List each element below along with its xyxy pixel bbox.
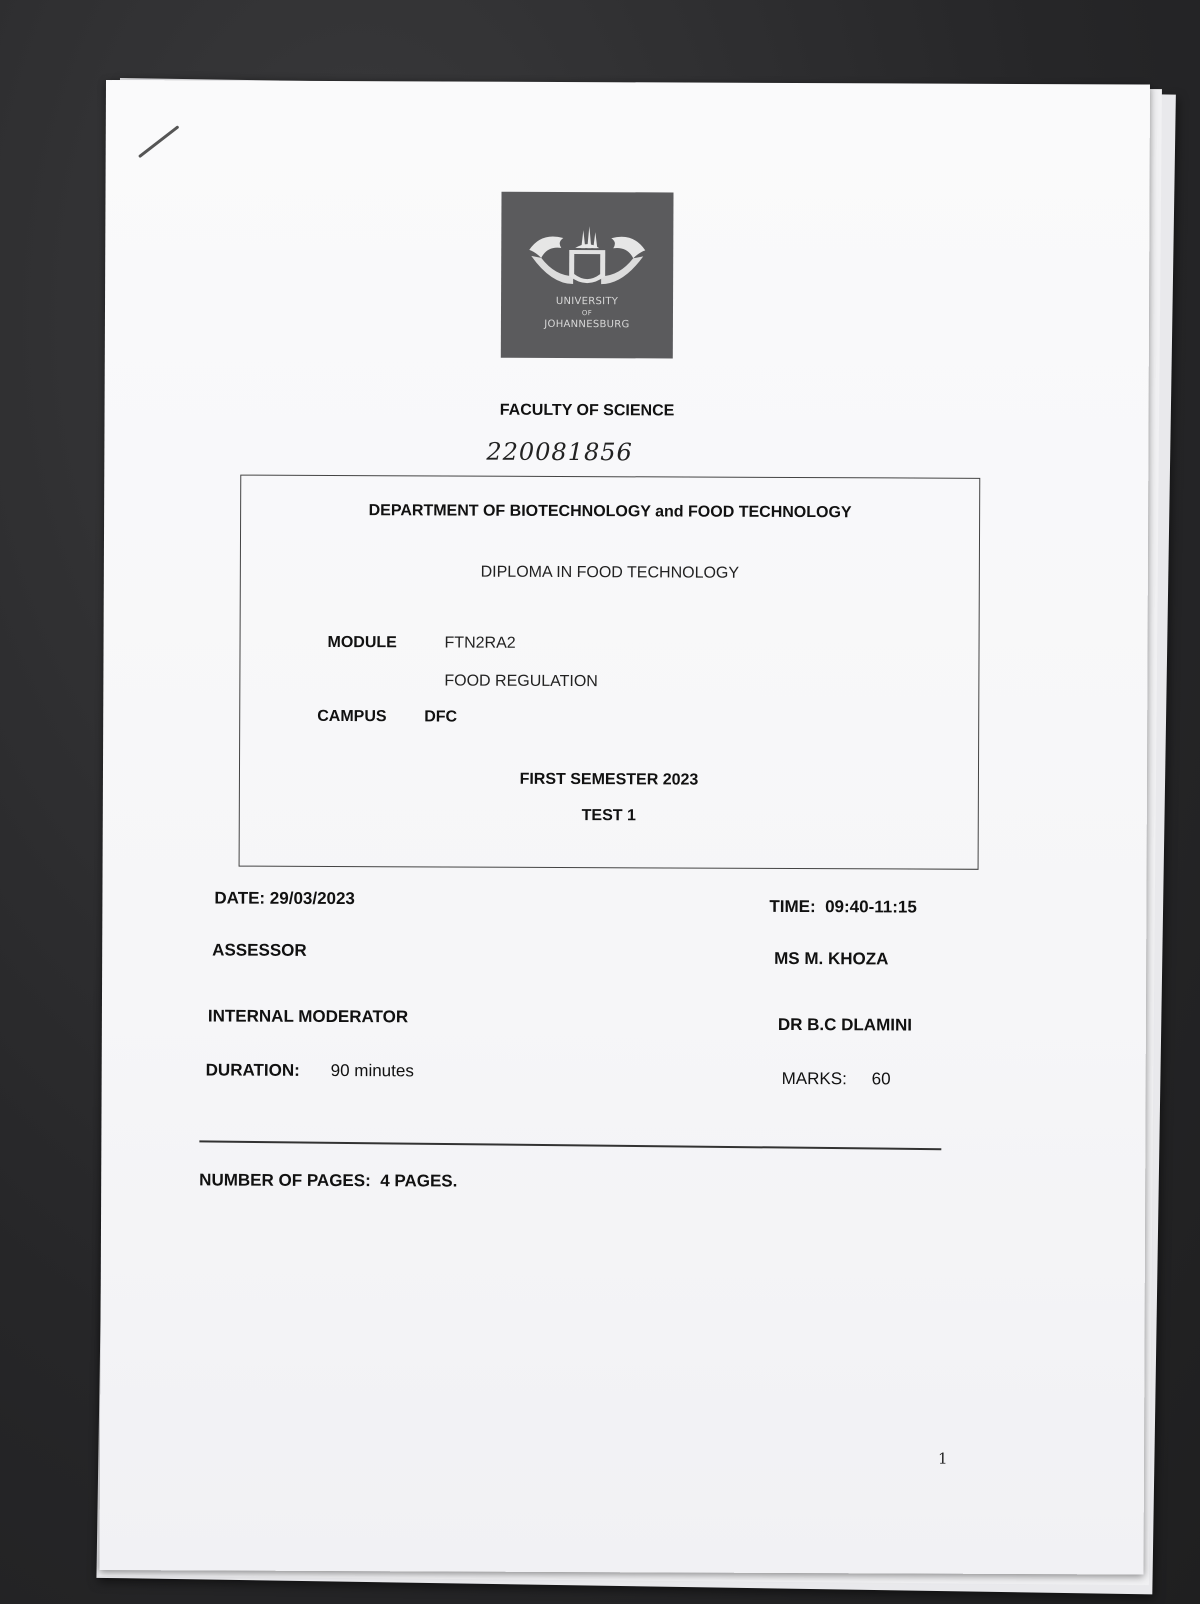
time-field: TIME: 09:40-11:15 bbox=[769, 896, 917, 917]
university-logo bbox=[501, 192, 674, 359]
marks-label: MARKS: bbox=[781, 1068, 847, 1089]
logo-line-of: OF bbox=[581, 309, 593, 318]
campus-value: DFC bbox=[424, 708, 458, 726]
assessor-label: ASSESSOR bbox=[212, 940, 307, 960]
module-code: FTN2RA2 bbox=[444, 634, 516, 652]
horizontal-divider bbox=[199, 1140, 941, 1149]
moderator-label: INTERNAL MODERATOR bbox=[207, 1006, 409, 1027]
test-title: TEST 1 bbox=[581, 807, 636, 825]
duration-label: DURATION: bbox=[205, 1060, 300, 1080]
moderator-name: DR B.C DLAMINI bbox=[777, 1014, 913, 1035]
logo-line-johannesburg: JOHANNESBURG bbox=[544, 318, 630, 331]
number-of-pages: NUMBER OF PAGES: 4 PAGES. bbox=[199, 1170, 458, 1191]
semester-title: FIRST SEMESTER 2023 bbox=[519, 770, 699, 789]
date-field: DATE: 29/03/2023 bbox=[214, 888, 355, 909]
duration-value: 90 minutes bbox=[330, 1060, 414, 1081]
module-name: FOOD REGULATION bbox=[444, 672, 598, 691]
department-title: DEPARTMENT OF BIOTECHNOLOGY and FOOD TECHNOLOGY bbox=[368, 502, 852, 522]
campus-label: CAMPUS bbox=[317, 707, 387, 726]
exam-cover-page bbox=[99, 80, 1149, 1575]
faculty-title: FACULTY OF SCIENCE bbox=[499, 401, 675, 420]
marks-value: 60 bbox=[871, 1069, 891, 1089]
page-number: 1 bbox=[937, 1449, 948, 1468]
logo-line-university: UNIVERSITY bbox=[555, 295, 619, 308]
module-label: MODULE bbox=[327, 633, 397, 652]
assessor-name: MS M. KHOZA bbox=[774, 948, 889, 969]
diploma-title: DIPLOMA IN FOOD TECHNOLOGY bbox=[480, 563, 740, 582]
staple-mark bbox=[138, 125, 179, 158]
handwritten-student-number: 220081856 bbox=[486, 437, 633, 467]
crest-icon bbox=[501, 192, 674, 359]
module-info-box bbox=[239, 475, 981, 870]
